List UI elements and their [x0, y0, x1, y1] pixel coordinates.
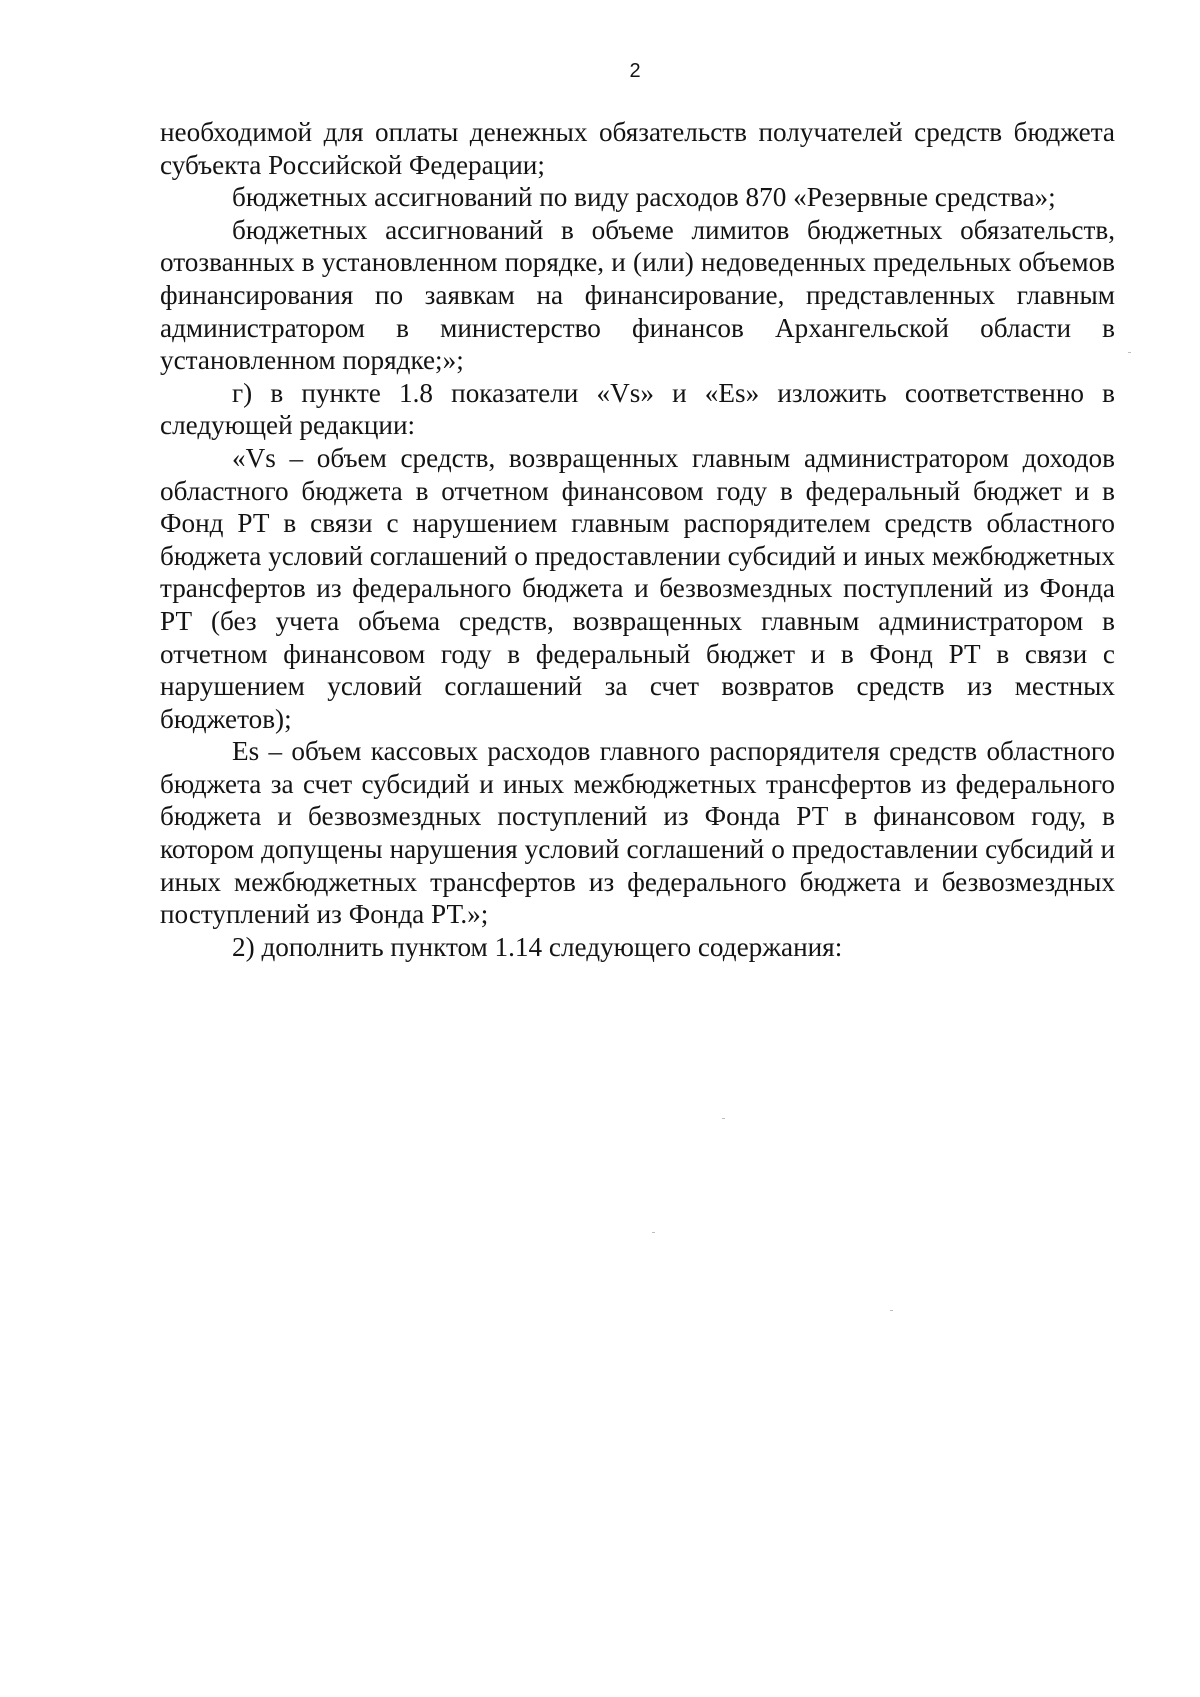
scan-speck — [722, 1118, 725, 1119]
paragraph-es-definition: Es – объем кассовых расходов главного распорядителя средств областного бюджета за счет субсидий и иных межбюджетных трансфертов из федерального бюджета и безвозмездных поступлений из Фонда РТ в финансовом году, в котором допущены нарушения условий соглашений о предоставлении субсидий и иных межбюджетных трансфертов из федерального бюджета и безвозмездных поступлений из Фонда РТ.»; — [160, 736, 1115, 930]
document-body — [160, 116, 1115, 963]
paragraph-reserve-funds: бюджетных ассигнований по виду расходов 870 «Резервные средства»; — [232, 182, 1056, 213]
paragraph-continuation: необходимой для оплаты денежных обязательств получателей средств бюджета субъекта Российской Федерации; — [160, 117, 1115, 180]
scan-speck — [652, 1232, 655, 1233]
paragraph-item-g: г) в пункте 1.8 показатели «Vs» и «Es» изложить соответственно в следующей редакции: — [160, 377, 1115, 441]
paragraph-budget-limits: бюджетных ассигнований в объеме лимитов бюджетных обязательств, отозванных в установленном порядке, и (или) недоведенных предельных объемов финансирования по заявкам на финансирование, представленных главным администратором в министерство финансов Архангельской области в установленном порядке;»; — [160, 214, 1115, 376]
scan-speck — [1128, 352, 1131, 353]
page-number: 2 — [629, 60, 641, 82]
paragraph-vs-definition: «Vs – объем средств, возвращенных главным администратором доходов областного бюджета в отчетном финансовом году в федеральный бюджет и в Фонд РТ в связи с нарушением главным распорядителем средств областного бюджета условий соглашений о предоставлении субсидий и иных межбюджетных трансфертов из федерального бюджета и безвозмездных поступлений из Фонда РТ (без учета объема средств, возвращенных главным администратором в отчетном финансовом году в федеральный бюджет и в Фонд РТ в связи с нарушением условий соглашений за счет возвратов средств из местных бюджетов); — [160, 442, 1115, 734]
paragraph-item-2: 2) дополнить пунктом 1.14 следующего содержания: — [232, 931, 843, 962]
scan-speck — [890, 1310, 893, 1311]
